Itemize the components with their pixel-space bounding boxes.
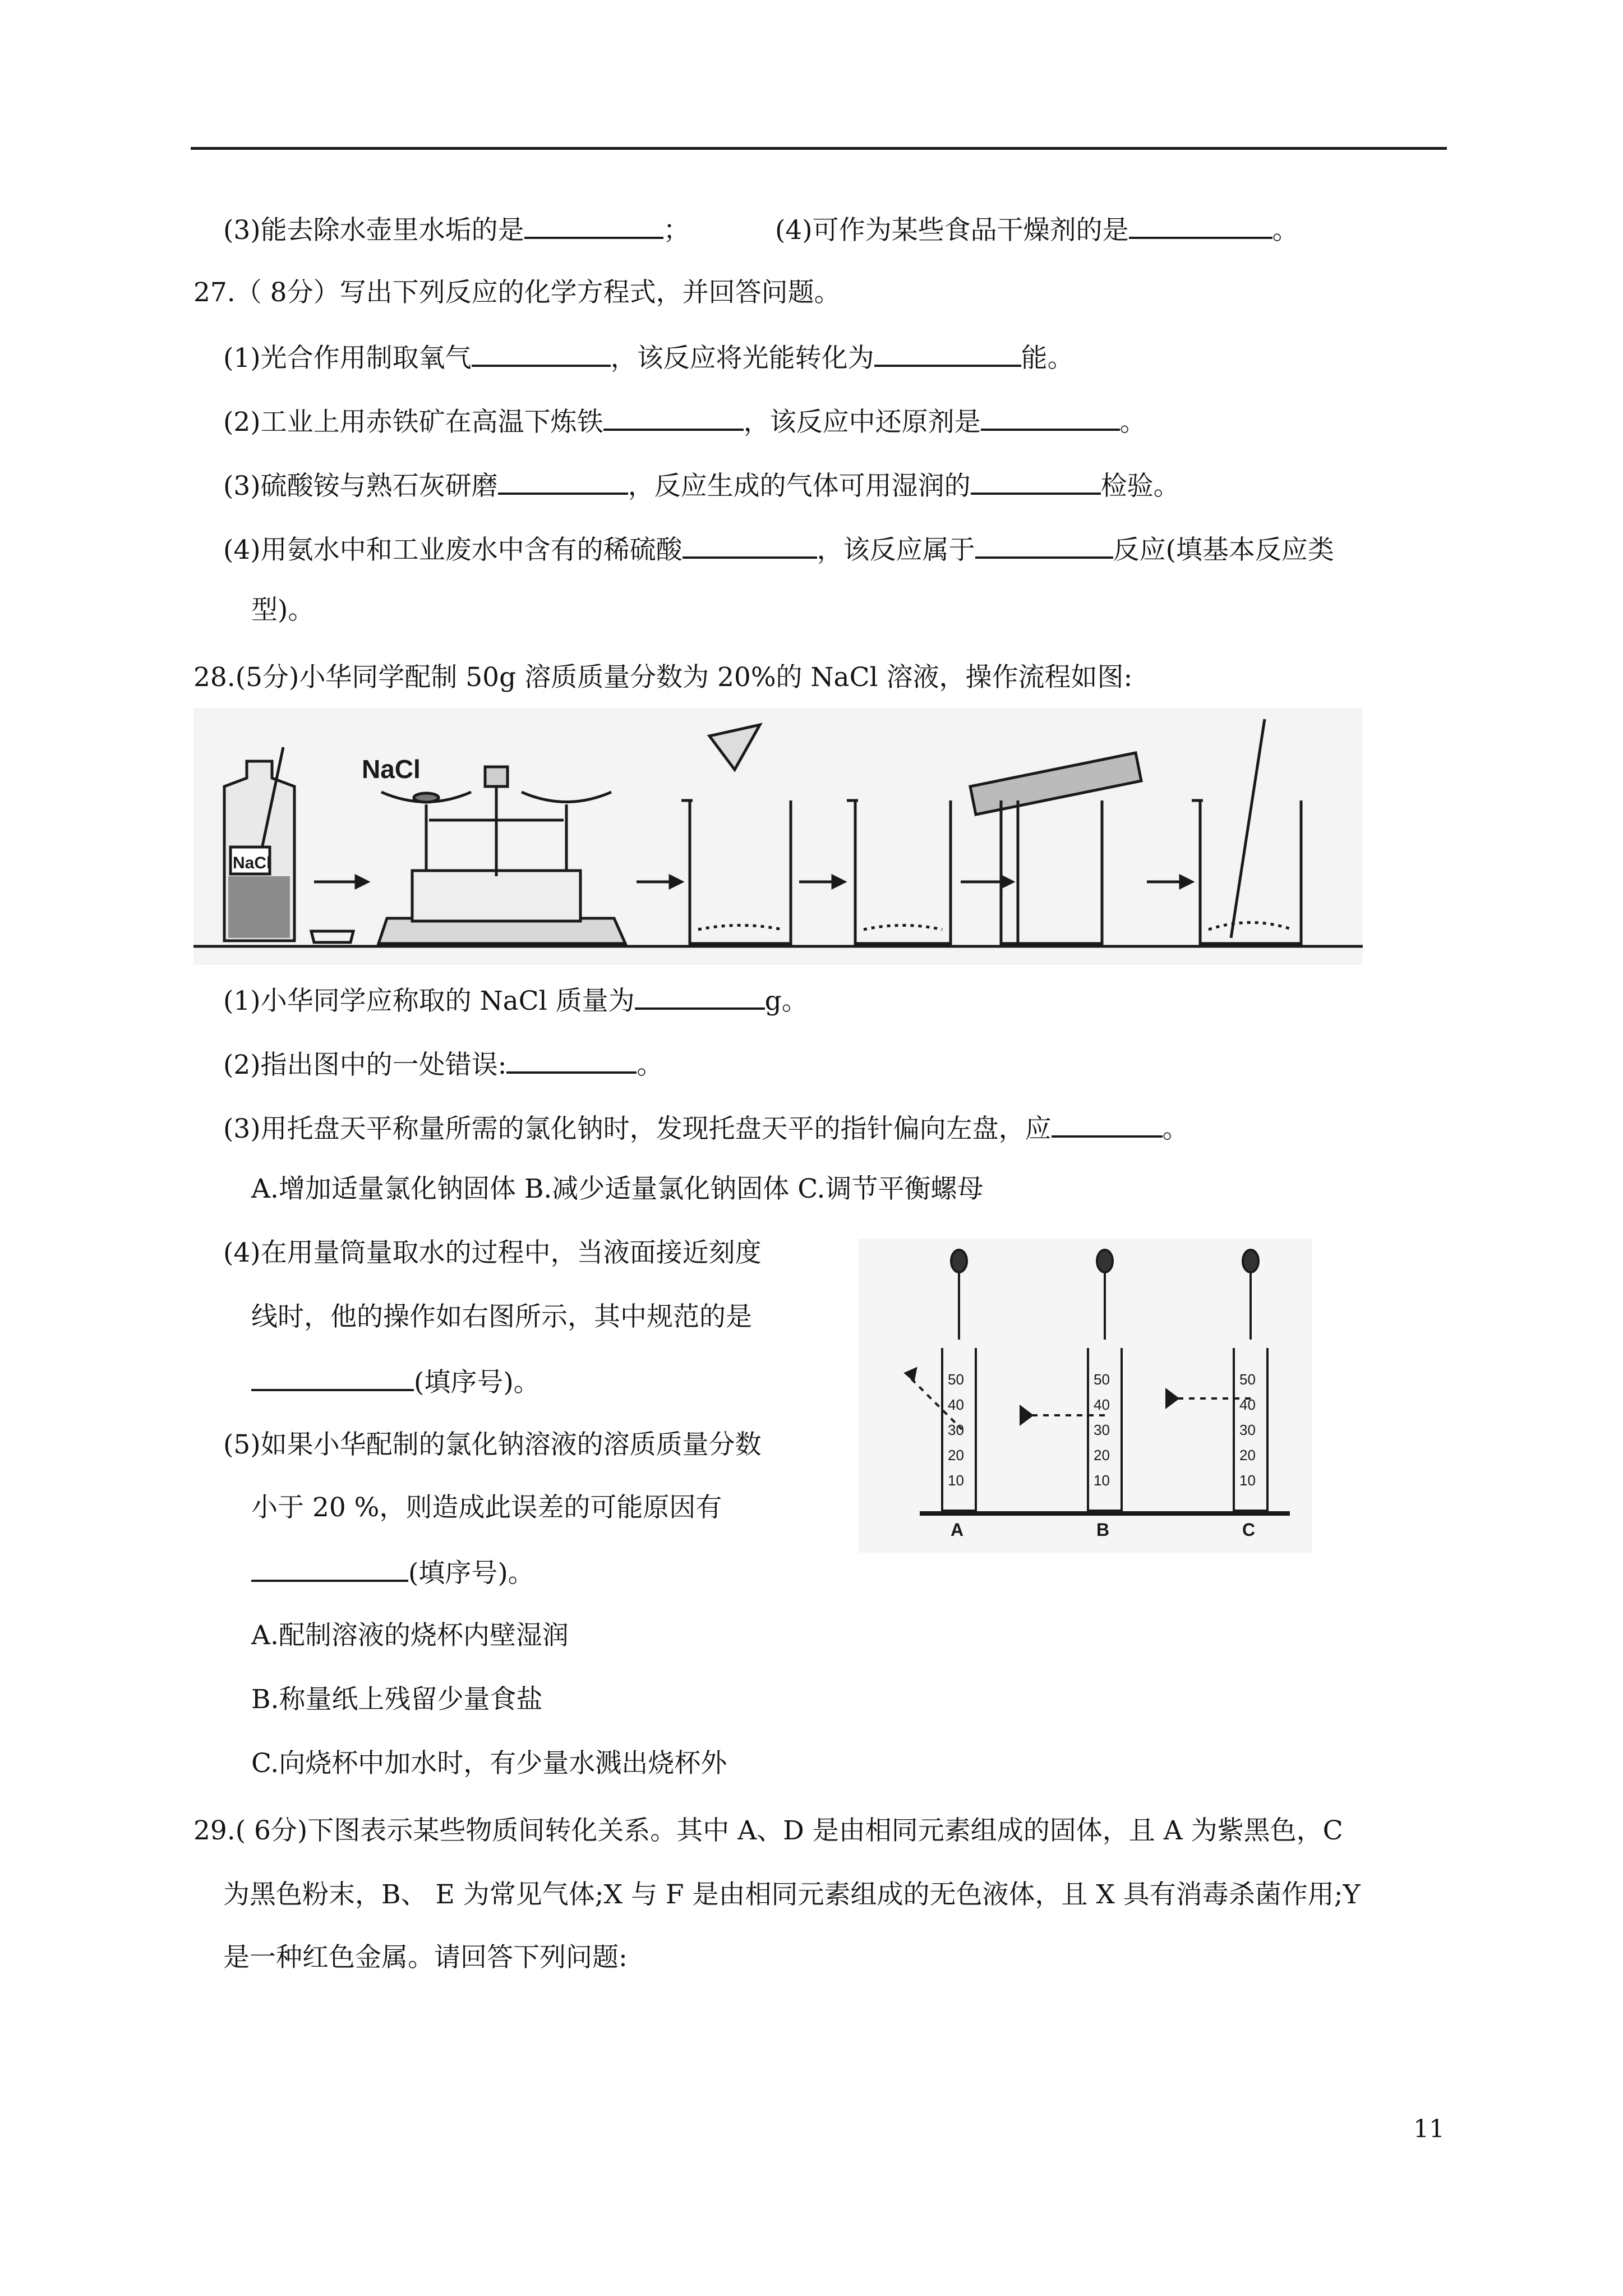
- scale-mark-10: 10: [1094, 1472, 1110, 1489]
- answer-blank[interactable]: [498, 468, 628, 495]
- nacl-label: NaCl: [362, 754, 421, 784]
- q27-item-4-cont: 型)。: [251, 595, 315, 625]
- answer-blank[interactable]: [635, 983, 765, 1010]
- q28-option-a: A.配制溶液的烧杯内壁湿润: [251, 1620, 569, 1651]
- scale-mark-20: 20: [1094, 1447, 1110, 1464]
- scale-mark-40: 40: [1239, 1396, 1256, 1413]
- q27-item-1: (1)光合作用制取氧气 ，该反应将光能转化为 能。: [223, 340, 1074, 375]
- q28-item-5-line3: (填序号)。: [251, 1555, 534, 1590]
- q29-line-3: 是一种红色金属。请回答下列问题:: [223, 1942, 628, 1973]
- q28-item-1: (1)小华同学应称取的 NaCl 质量为 g。: [223, 983, 808, 1018]
- answer-blank[interactable]: [603, 404, 744, 431]
- q28-item-4-line2: 线时，他的操作如右图所示，其中规范的是: [251, 1301, 752, 1332]
- q28-item-4-line3: (填序号)。: [251, 1364, 540, 1400]
- scale-mark-40: 40: [1094, 1396, 1110, 1413]
- scale-mark-40: 40: [948, 1396, 964, 1413]
- q29-line-2: 为黑色粉末，B、 E 为常见气体;X 与 F 是由相同元素组成的无色液体，且 X 具有消毒杀菌作用;Y: [223, 1879, 1361, 1910]
- answer-blank[interactable]: [683, 532, 817, 559]
- q26-item-3: (3)能去除水壶里水垢的是 ；: [223, 212, 690, 247]
- cylinder-label-a: A: [951, 1520, 964, 1540]
- scale-mark-30: 30: [1094, 1421, 1110, 1438]
- scale-mark-30: 30: [1239, 1421, 1256, 1438]
- q29-line-1: 29.( 6分)下图表示某些物质间转化关系。其中 A、D 是由相同元素组成的固体，且 A 为紫黑色，C: [193, 1815, 1343, 1846]
- header-rule: [191, 147, 1447, 150]
- cylinder-label-c: C: [1242, 1520, 1256, 1540]
- scale-mark-10: 10: [948, 1472, 964, 1489]
- scale-mark-10: 10: [1239, 1472, 1256, 1489]
- graduated-cylinders-figure: [858, 1239, 1312, 1553]
- answer-blank[interactable]: [251, 1555, 408, 1582]
- q28-item-2: (2)指出图中的一处错误: 。: [223, 1047, 663, 1082]
- q27-item-4: (4)用氨水中和工业废水中含有的稀硫酸 ，该反应属于 反应(填基本反应类: [223, 532, 1334, 567]
- q28-item-3: (3)用托盘天平称量所需的氯化钠时，发现托盘天平的指针偏向左盘，应 。: [223, 1111, 1189, 1146]
- bottle-label: NaCl: [233, 854, 271, 872]
- answer-blank[interactable]: [981, 404, 1120, 431]
- q28-options: A.增加适量氯化钠固体 B.减少适量氯化钠固体 C.调节平衡螺母: [251, 1174, 984, 1204]
- q27-item-3: (3)硫酸铵与熟石灰研磨 ，反应生成的气体可用湿润的 检验。: [223, 468, 1180, 503]
- answer-blank[interactable]: [1052, 1111, 1163, 1138]
- answer-blank[interactable]: [874, 340, 1021, 367]
- answer-blank[interactable]: [971, 468, 1101, 495]
- scale-mark-30: 30: [948, 1421, 964, 1438]
- scale-mark-50: 50: [1239, 1371, 1256, 1388]
- q27-title: 27.（ 8分）写出下列反应的化学方程式，并回答问题。: [193, 277, 841, 308]
- page-number: 11: [1413, 2115, 1445, 2143]
- scale-mark-50: 50: [1094, 1371, 1110, 1388]
- answer-blank[interactable]: [524, 212, 663, 239]
- q27-item-2: (2)工业上用赤铁矿在高温下炼铁 ，该反应中还原剂是 。: [223, 404, 1146, 439]
- scale-mark-50: 50: [948, 1371, 964, 1388]
- q28-item-5-line1: (5)如果小华配制的氯化钠溶液的溶质质量分数: [223, 1429, 762, 1460]
- scale-mark-20: 20: [1239, 1447, 1256, 1464]
- q28-option-b: B.称量纸上残留少量食盐: [251, 1684, 543, 1715]
- q28-item-5-line2: 小于 20 %，则造成此误差的可能原因有: [251, 1492, 722, 1523]
- answer-blank[interactable]: [1129, 212, 1272, 239]
- answer-blank[interactable]: [472, 340, 611, 367]
- scale-mark-20: 20: [948, 1447, 964, 1464]
- q28-title: 28.(5分)小华同学配制 50g 溶质质量分数为 20%的 NaCl 溶液，操作流程如图:: [193, 662, 1133, 693]
- q28-option-c: C.向烧杯中加水时，有少量水溅出烧杯外: [251, 1748, 727, 1779]
- answer-blank[interactable]: [975, 532, 1113, 559]
- answer-blank[interactable]: [251, 1364, 414, 1391]
- q28-item-4-line1: (4)在用量筒量取水的过程中，当液面接近刻度: [223, 1237, 762, 1268]
- solution-preparation-figure: [193, 708, 1363, 965]
- cylinder-label-b: B: [1096, 1520, 1110, 1540]
- q26-item-4: (4)可作为某些食品干燥剂的是 。: [775, 212, 1299, 247]
- answer-blank[interactable]: [506, 1047, 637, 1074]
